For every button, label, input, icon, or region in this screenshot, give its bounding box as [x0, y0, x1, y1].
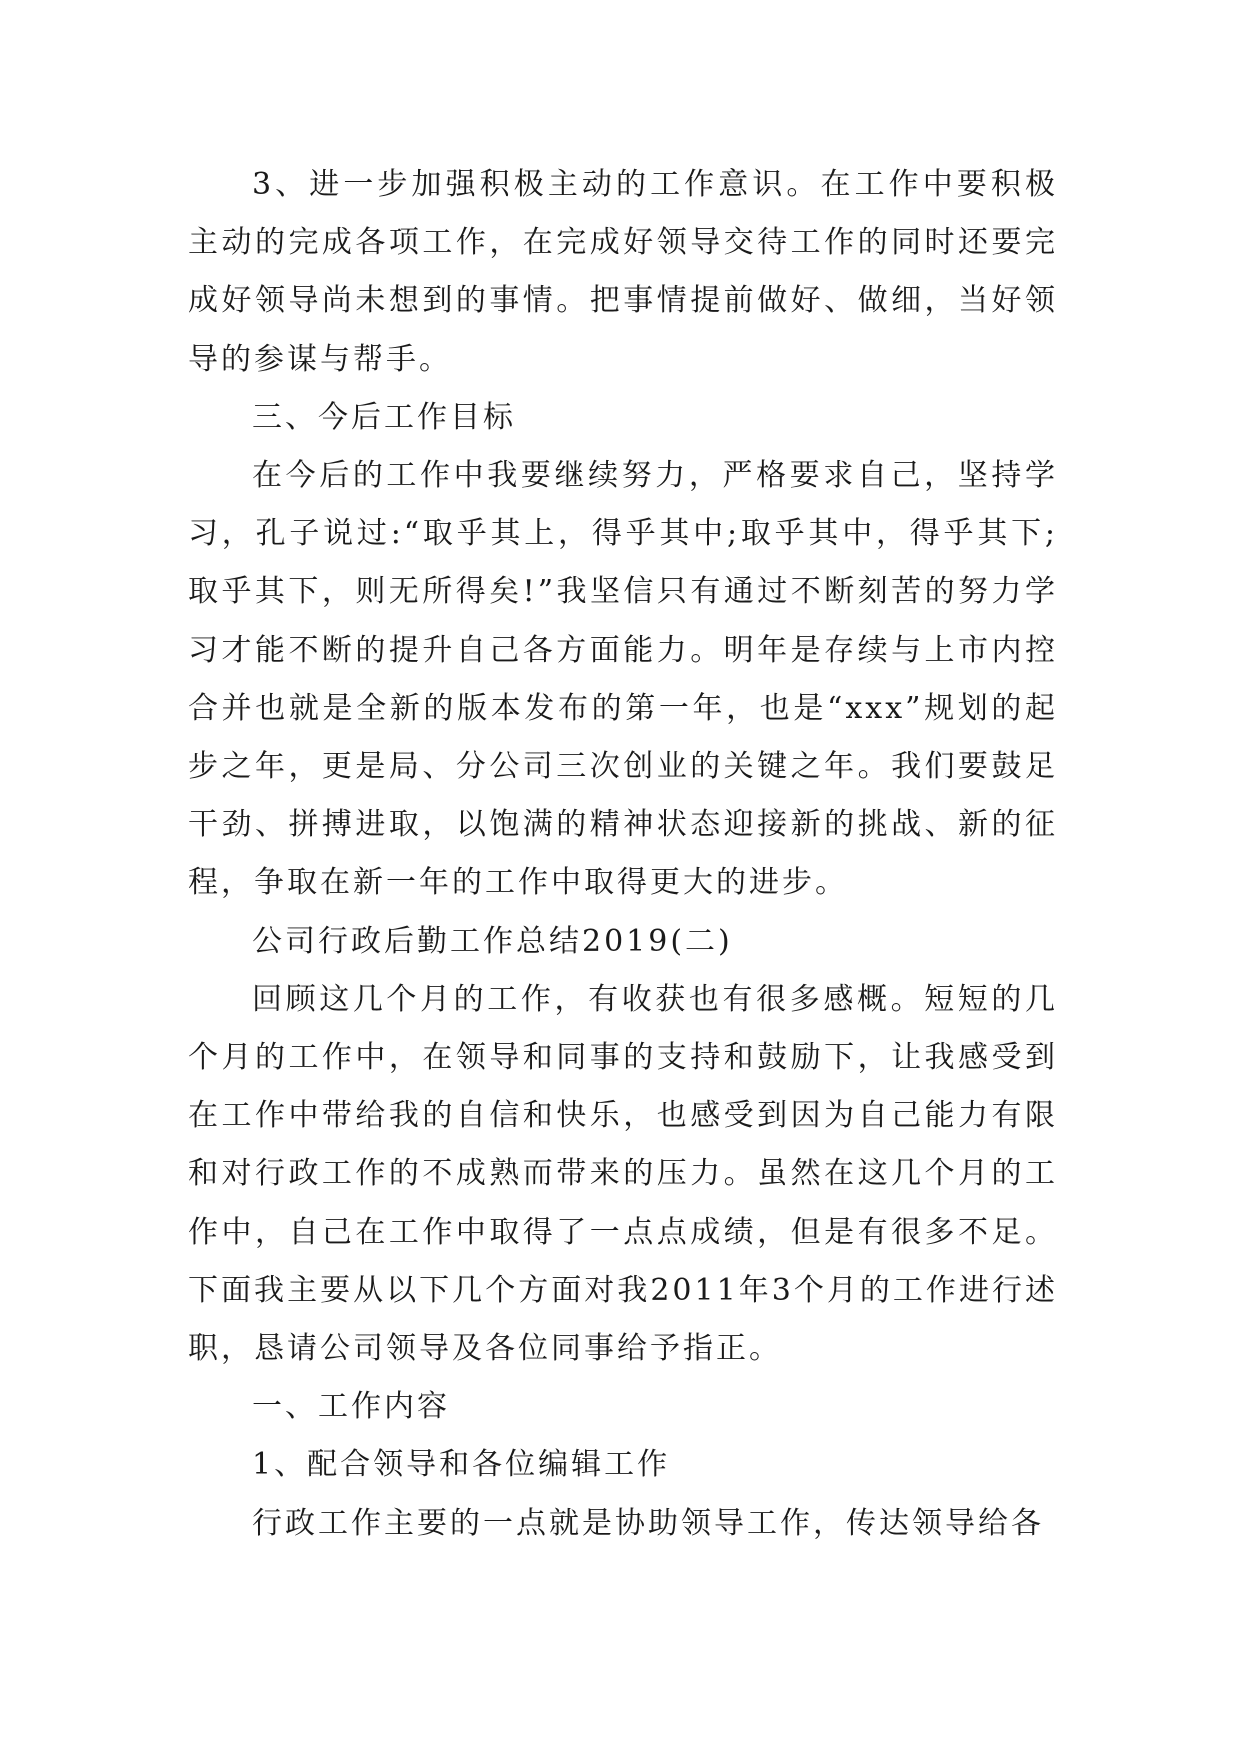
subsection-heading-cooperate: 1、配合领导和各位编辑工作: [252, 1447, 671, 1483]
paragraph-review: 回顾这几个月的工作，有收获也有很多感概。短短的几个月的工作中，在领导和同事的支持和鼓励下，让我感受到在工作中带给我的自信和快乐，也感受到因为自己能力有限和对行政工作的不成熟而带来的压力。虽然在这几个月的工作中，自己在工作中取得了一点点成绩，但是有很多不足。下面我主要从以下几个方面对我2011年3个月的工作进行述职，恳请公司领导及各位同事给予指正。: [188, 981, 1058, 1367]
paragraph-initiative: 3、进一步加强积极主动的工作意识。在工作中要积极主动的完成各项工作，在完成好领导交待工作的同时还要完成好领导尚未想到的事情。把事情提前做好、做细，当好领导的参谋与帮手。: [188, 167, 1058, 377]
document-subtitle: 公司行政后勤工作总结2019(二): [252, 923, 733, 959]
section-heading-work-content: 一、工作内容: [252, 1389, 450, 1425]
document-body: [188, 156, 1058, 1553]
paragraph-admin-work: 行政工作主要的一点就是协助领导工作，传达领导给各: [252, 1505, 1044, 1541]
paragraph-future-work: 在今后的工作中我要继续努力，严格要求自己，坚持学习，孔子说过:“取乎其上，得乎其中;取乎其中，得乎其下;取乎其下，则无所得矣!”我坚信只有通过不断刻苦的努力学习才能不断的提升自己各方面能力。明年是存续与上市内控合并也就是全新的版本发布的第一年，也是“xxx”规划的起步之年，更是局、分公司三次创业的关键之年。我们要鼓足干劲、拼搏进取，以饱满的精神状态迎接新的挑战、新的征程，争取在新一年的工作中取得更大的进步。: [188, 458, 1058, 901]
section-heading-future-goals: 三、今后工作目标: [252, 399, 516, 435]
